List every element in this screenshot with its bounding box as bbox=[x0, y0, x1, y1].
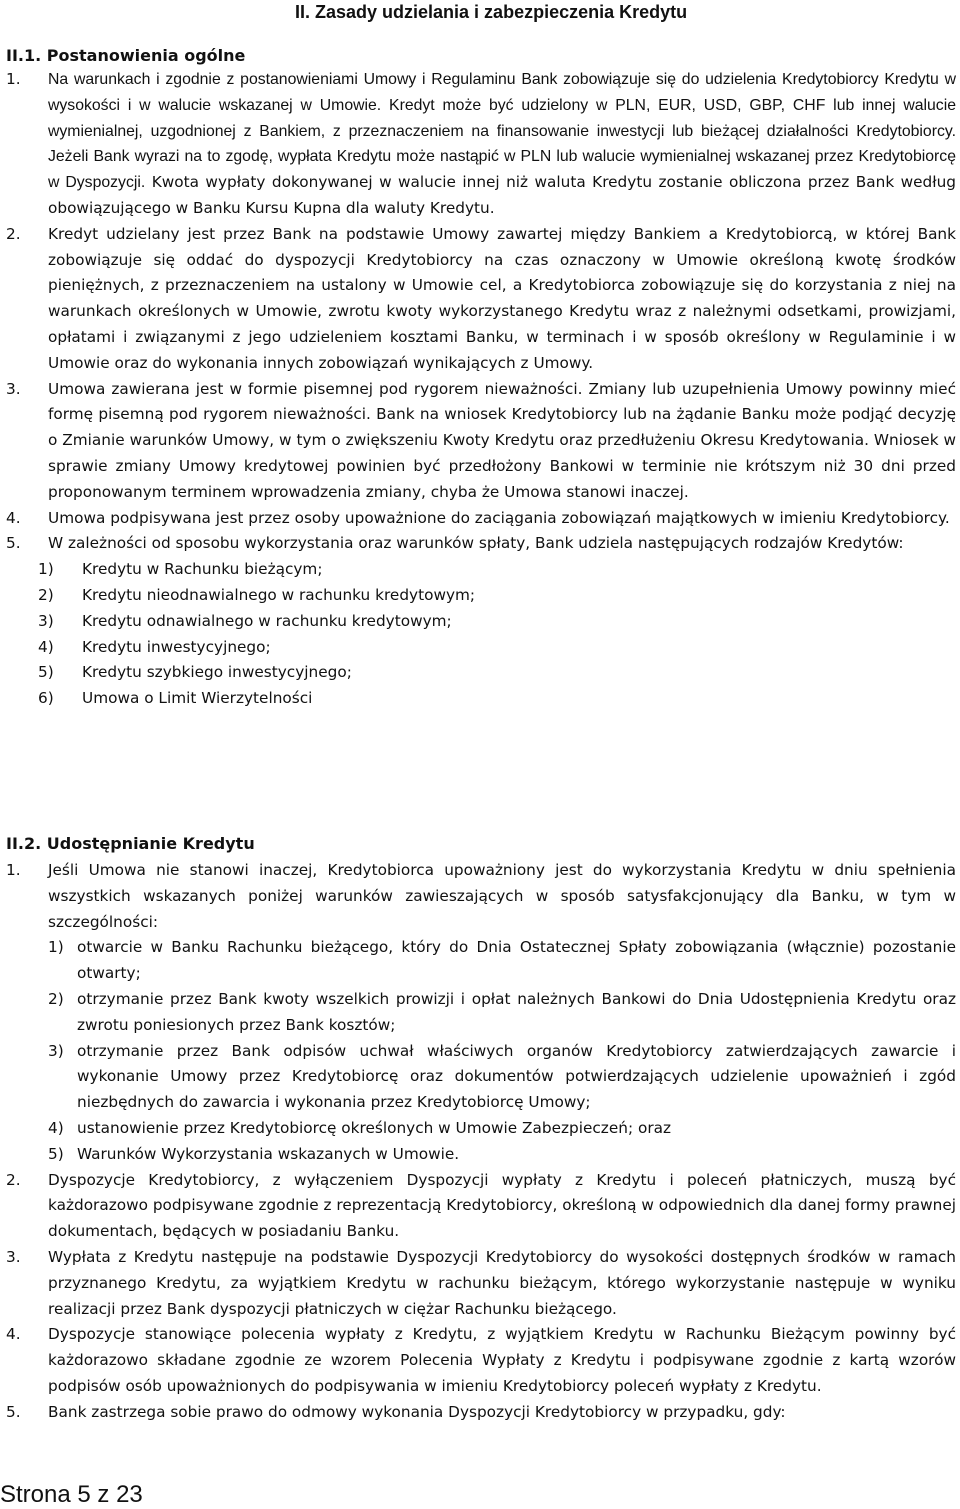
sub-list-item bbox=[6, 987, 956, 1039]
sub-item-number: 2) bbox=[48, 989, 64, 1008]
credit-types-list bbox=[6, 557, 956, 712]
sub-item-number: 2) bbox=[38, 585, 54, 604]
sub-item-text: otrzymanie przez Bank odpisów uchwał właściwych organów Kredytobiorcy zatwierdzających zawarcie i wykonanie Umowy przez Kredytobiorcę oraz dokumentów potwierdzających udzielenie upoważnień i zgód niezbędnych do zawarcia i wykonania przez Kredytobiorcę Umowy; bbox=[77, 1041, 956, 1112]
sub-list-item bbox=[6, 635, 956, 661]
sub-item-text: ustanowienie przez Kredytobiorcę określonych w Umowie Zabezpieczeń; oraz bbox=[77, 1118, 672, 1137]
sub-item-text: Kredytu inwestycyjnego; bbox=[82, 637, 271, 656]
list-item bbox=[6, 67, 956, 222]
item-number: 2. bbox=[6, 224, 21, 243]
sub-item-text: Kredytu szybkiego inwestycyjnego; bbox=[82, 663, 352, 682]
item-text: Kredyt udzielany jest przez Bank na podstawie Umowy zawartej między Bankiem a Kredytobiorcą, w której Bank zobowiązuje się oddać do dyspozycji Kredytobiorcy na czas oznaczony w Umowie określoną kwotę środków pieniężnych, z przeznaczeniem na ustalony w Umowie cel, a Kredytobiorca zobowiązuje się do korzystania z niej na warunkach określonych w Umowie, zwrotu kwoty wykorzystanego Kredytu wraz z należnymi odsetkami, prowizjami, opłatami i związanymi z jego udzieleniem kosztami Banku, w terminach i w sposób określony w Regulaminie i w Umowie oraz do wykonania innych zobowiązań wynikających z Umowy. bbox=[48, 224, 956, 372]
item-number: 3. bbox=[6, 379, 21, 398]
list-item bbox=[6, 1400, 956, 1426]
sub-item-text: Umowa o Limit Wierzytelności bbox=[82, 689, 313, 708]
item-number: 1. bbox=[6, 70, 21, 88]
sub-item-number: 3) bbox=[48, 1041, 64, 1060]
list-item bbox=[6, 1245, 956, 1322]
conditions-list bbox=[6, 935, 956, 1167]
sub-list-item bbox=[6, 583, 956, 609]
item-text: Kwota wypłaty dokonywanej w walucie innej niż waluta Kredytu zostanie obliczona przez Bank według obowiązującego w Banku Kursu Kupna dla waluty Kredytu. bbox=[48, 173, 957, 217]
list-item bbox=[6, 506, 956, 532]
section-heading-credit-availability: II.2. Udostępnianie Kredytu bbox=[6, 834, 255, 853]
list-item bbox=[6, 1322, 956, 1399]
sub-item-text: Warunków Wykorzystania wskazanych w Umowie. bbox=[77, 1144, 460, 1163]
sub-list-item bbox=[6, 935, 956, 987]
sub-item-number: 5) bbox=[48, 1144, 64, 1163]
list-item bbox=[6, 377, 956, 506]
sub-item-number: 3) bbox=[38, 611, 54, 630]
item-number: 4. bbox=[6, 508, 21, 527]
item-text: Umowa podpisywana jest przez osoby upoważnione do zaciągania zobowiązań majątkowych w imieniu Kredytobiorcy. bbox=[48, 508, 950, 527]
page-number: Strona 5 z 23 bbox=[0, 1481, 143, 1508]
sub-item-text: otrzymanie przez Bank kwoty wszelkich prowizji i opłat należnych Bankowi do Dnia Udostępnienia Kredytu oraz zwrotu poniesionych przez Bank kosztów; bbox=[77, 989, 956, 1034]
section-general-provisions bbox=[6, 67, 956, 712]
item-number: 3. bbox=[6, 1247, 21, 1266]
sub-list-item bbox=[6, 1116, 956, 1142]
list-item bbox=[6, 858, 956, 935]
sub-list-item bbox=[6, 1142, 956, 1168]
item-number: 5. bbox=[6, 534, 21, 553]
item-number: 5. bbox=[6, 1402, 21, 1421]
item-text: Na warunkach i zgodnie z postanowieniami Umowy i Regulaminu Bank zobowiązuje się do udzielenia Kredytobiorcy Kredytu w wysokości i w walucie wskazanej w Umowie. Kredyt może być udzielony w PLN, EUR, USD, GBP, CHF lub innej walucie wymienialnej, uzgodnionej z Bankiem, z przeznaczeniem na finansowanie inwestycji lub bieżącej działalności Kredytobiorcy. Jeżeli Bank wyrazi na to zgodę, wypłata Kredytu może nastąpić w PLN lub walucie wymienialnej wskazanej przez Kredytobiorcę w Dyspozycji. bbox=[48, 71, 956, 192]
sub-list-item bbox=[6, 609, 956, 635]
list-item bbox=[6, 531, 956, 557]
item-text: Dyspozycje stanowiące polecenia wypłaty z Kredytu, z wyjątkiem Kredytu w Rachunku Bieżącym powinny być każdorazowo składane zgodnie ze wzorem Polecenia Wypłaty z Kredytu i podpisywane zgodnie z kartą wzorów podpisów osób upoważnionych do podpisywania w imieniu Kredytobiorcy poleceń wypłaty z Kredytu. bbox=[48, 1325, 956, 1395]
sub-list-item bbox=[6, 1039, 956, 1116]
list-item bbox=[6, 1168, 956, 1245]
list-item bbox=[6, 222, 956, 377]
sub-item-number: 4) bbox=[38, 637, 54, 656]
sub-item-text: Kredytu w Rachunku bieżącym; bbox=[82, 560, 323, 579]
sub-item-number: 5) bbox=[38, 663, 54, 682]
sub-item-text: otwarcie w Banku Rachunku bieżącego, który do Dnia Ostatecznej Spłaty zobowiązania (włącznie) pozostanie otwarty; bbox=[77, 938, 956, 983]
page-title: II. Zasady udzielania i zabezpieczenia Kredytu bbox=[295, 2, 688, 22]
sub-list-item bbox=[6, 557, 956, 583]
item-text: Jeśli Umowa nie stanowi inaczej, Kredytobiorca upoważniony jest do wykorzystania Kredytu w dniu spełnienia wszystkich wskazanych poniżej warunków zawieszających w sposób satysfakcjonujący dla Banku, w tym w szczególności: bbox=[48, 861, 956, 931]
sub-list-item bbox=[6, 660, 956, 686]
sub-item-text: Kredytu odnawialnego w rachunku kredytowym; bbox=[82, 611, 452, 630]
item-number: 1. bbox=[6, 861, 21, 879]
item-text: Wypłata z Kredytu następuje na podstawie Dyspozycji Kredytobiorcy do wysokości dostępnych środków w ramach przyznanego Kredytu, za wyjątkiem Kredytu w rachunku bieżącym, którego wykorzystanie następuje w wyniku realizacji przez Bank dyspozycji płatniczych w ciężar Rachunku bieżącego. bbox=[48, 1247, 956, 1318]
sub-item-number: 4) bbox=[48, 1118, 64, 1137]
item-text: Dyspozycje Kredytobiorcy, z wyłączeniem Dyspozycji wypłaty z Kredytu i poleceń płatniczych, muszą być każdorazowo podpisywane zgodnie z reprezentacją Kredytobiorcy, określoną w odpowiednich dla danej formy prawnej dokumentach, będących w posiadaniu Banku. bbox=[48, 1170, 956, 1241]
item-text: Umowa zawierana jest w formie pisemnej pod rygorem nieważności. Zmiany lub uzupełnienia Umowy powinny mieć formę pisemną pod rygorem nieważności. Bank na wniosek Kredytobiorcy lub na żądanie Banku może podjąć decyzję o Zmianie warunków Umowy, w tym o zwiększeniu Kwoty Kredytu oraz przedłużeniu Okresu Kredytowania. Wniosek w sprawie zmiany Umowy kredytowej powinien być przedłożony Bankowi w terminie nie krótszym niż 30 dni przed proponowanym terminem wprowadzenia zmiany, chyba że Umowa stanowi inaczej. bbox=[48, 379, 956, 501]
sub-item-number: 6) bbox=[38, 689, 54, 708]
item-text: W zależności od sposobu wykorzystania oraz warunków spłaty, Bank udziela następujących rodzajów Kredytów: bbox=[48, 534, 904, 553]
sub-list-item bbox=[6, 686, 956, 712]
sub-item-text: Kredytu nieodnawialnego w rachunku kredytowym; bbox=[82, 585, 476, 604]
item-number: 4. bbox=[6, 1325, 21, 1344]
item-text: Bank zastrzega sobie prawo do odmowy wykonania Dyspozycji Kredytobiorcy w przypadku, gdy: bbox=[48, 1402, 786, 1421]
section-heading-general-provisions: II.1. Postanowienia ogólne bbox=[6, 46, 246, 65]
sub-item-number: 1) bbox=[48, 938, 64, 957]
item-number: 2. bbox=[6, 1170, 21, 1189]
sub-item-number: 1) bbox=[38, 560, 54, 579]
section-credit-availability bbox=[6, 858, 956, 1426]
